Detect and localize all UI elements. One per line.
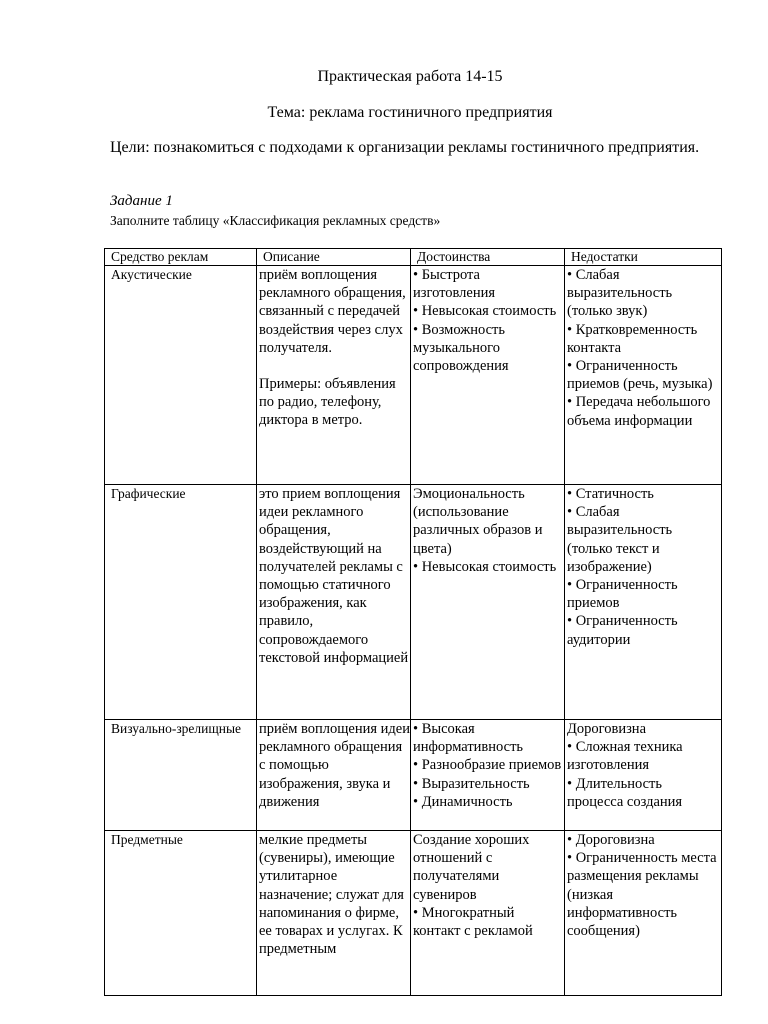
table-row <box>105 720 722 831</box>
disadvantages-cell <box>565 720 722 831</box>
description-text: это прием воплощения идеи рекламного обращения, воздействующий на получателей рекламы с помощью статичного изображения, как правило, сопровождаемого текстовой информацией <box>259 486 409 666</box>
advantage-item: • Невысокая стоимость <box>413 558 557 575</box>
advantage-item: • Высокая информативность <box>413 721 524 756</box>
description-cell <box>257 831 411 996</box>
table-row <box>105 831 722 996</box>
table-row <box>105 266 722 485</box>
advantage-item: Эмоциональность (использование различных образов и цвета) <box>413 486 543 557</box>
column-header: Достоинства <box>411 249 565 266</box>
advantages-cell <box>411 831 565 996</box>
description-text: мелкие предметы (сувениры), имеющие утилитарное назначение; служат для напоминания о фирме, ее товарах и услугах. К предметным <box>259 832 404 958</box>
row-name-cell <box>105 485 257 720</box>
column-header: Недостатки <box>565 249 722 266</box>
table-header-row <box>105 249 722 266</box>
disadvantages-cell <box>565 485 722 720</box>
row-name: Акустические <box>111 267 192 282</box>
advantage-item: • Быстрота изготовления <box>413 267 496 302</box>
disadvantage-item: • Ограниченность места размещения рекламы (низкая информативность сообщения) <box>567 850 717 940</box>
table-row <box>105 485 722 720</box>
disadvantage-item: • Слабая выразительность (только звук) <box>567 267 673 320</box>
disadvantage-item: • Передача небольшого объема информации <box>567 394 711 429</box>
column-header: Средство реклам <box>105 249 257 266</box>
disadvantage-item: • Ограниченность приемов (речь, музыка) <box>567 358 713 393</box>
examples-text: Примеры: объявления по радио, телефону, диктора в метро. <box>259 376 396 429</box>
task-title: Задание 1 <box>110 193 173 209</box>
disadvantage-item: • Слабая выразительность (только текст и изображение) <box>567 504 673 575</box>
disadvantage-item: Дороговизна <box>567 721 647 737</box>
row-name-cell <box>105 266 257 485</box>
goals-text: Цели: познакомиться с подходами к организации рекламы гостиничного предприятия. <box>110 139 700 156</box>
page-topic: Тема: реклама гостиничного предприятия <box>267 104 553 121</box>
row-name: Визуально-зрелищные <box>111 721 242 736</box>
advantage-item: • Многократный контакт с рекламой <box>413 904 533 940</box>
disadvantage-item: • Статичность <box>567 486 654 502</box>
row-name-cell <box>105 720 257 831</box>
classification-table <box>104 248 722 996</box>
advantage-item: • Динамичность <box>413 793 513 810</box>
row-name: Предметные <box>111 832 183 847</box>
page-title: Практическая работа 14-15 <box>317 68 503 85</box>
advantage-item: • Невысокая стоимость <box>413 303 557 320</box>
task-description: Заполните таблицу «Классификация рекламных средств» <box>110 213 441 228</box>
disadvantage-item: • Ограниченность приемов <box>567 577 678 612</box>
description-cell <box>257 266 411 485</box>
row-name-cell <box>105 831 257 996</box>
advantages-cell <box>411 266 565 485</box>
disadvantages-cell <box>565 266 722 485</box>
disadvantage-item: • Дороговизна <box>567 832 655 848</box>
description-text: приём воплощения рекламного обращения, связанный с передачей воздействия через слух получателя. <box>259 267 406 356</box>
disadvantages-cell <box>565 831 722 996</box>
advantage-item: • Выразительность <box>413 775 530 792</box>
advantage-item: • Возможность музыкального сопровождения <box>413 321 509 375</box>
row-name: Графические <box>111 486 186 501</box>
column-header: Описание <box>257 249 411 266</box>
disadvantage-item: • Кратковременность контакта <box>567 321 698 356</box>
description-text: приём воплощения идеи рекламного обращения с помощью изображения, звука и движения <box>259 721 410 810</box>
advantage-item: Создание хороших отношений с получателями сувениров <box>413 832 530 903</box>
advantages-cell <box>411 720 565 831</box>
description-cell <box>257 485 411 720</box>
advantages-cell <box>411 485 565 720</box>
advantage-item: • Разнообразие приемов <box>413 757 562 774</box>
disadvantage-item: • Длительность процесса создания <box>567 775 683 810</box>
description-cell <box>257 720 411 831</box>
disadvantage-item: • Ограниченность аудитории <box>567 613 678 648</box>
disadvantage-item: • Сложная техника изготовления <box>567 739 683 774</box>
